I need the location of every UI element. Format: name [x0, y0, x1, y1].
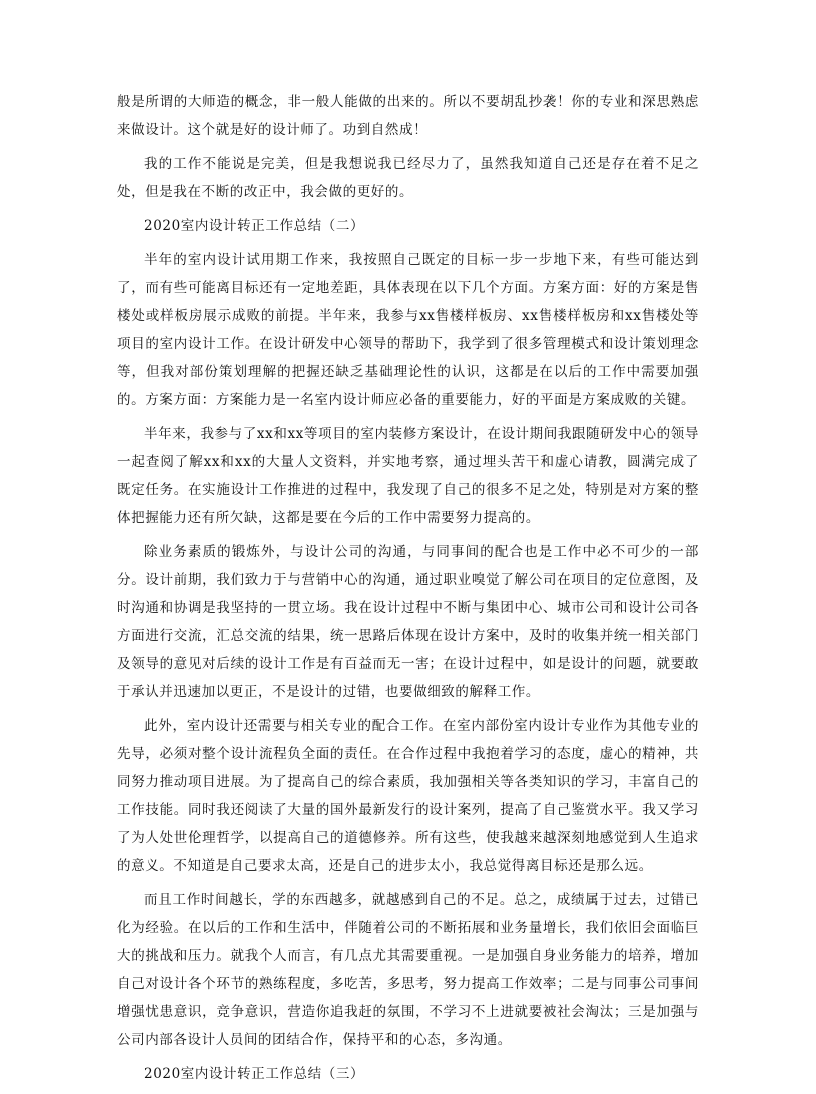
- paragraph-1: 般是所谓的大师造的概念，非一般人能做的出来的。所以不要胡乱抄袭！你的专业和深思熟虑来做设计。这个就是好的设计师了。功到自然成！: [117, 94, 699, 138]
- paragraph-4: 半年来，我参与了xx和xx等项目的室内装修方案设计，在设计期间我跟随研发中心的领导一起查阅了解xx和xx的大量人文资料，并实地考察，通过埋头苦干和虚心请教，圆满完成了既定任务。在实施设计工作推进的过程中，我发现了自己的很多不足之处，特别是对方案的整体把握能力还有所欠缺，这都是要在今后的工作中需要努力提高的。: [117, 426, 699, 526]
- paragraph-7: 而且工作时间越长，学的东西越多，就越感到自己的不足。总之，成绩属于过去，过错已化为经验。在以后的工作和生活中，伴随着公司的不断拓展和业务量增长，我们依旧会面临巨大的挑战和压力。就我个人而言，有几点尤其需要重视。一是加强自身业务能力的培养，增加自己对设计各个环节的熟练程度，多吃苦，多思考，努力提高工作效率；二是与同事公司事间增强忧患意识，竞争意识，营造你追我赶的氛围，不学习不上进就要被社会淘汰；三是加强与公司内部各设计人员间的团结合作，保持平和的心态，多沟通。: [117, 892, 699, 1048]
- paragraph-2: 我的工作不能说是完美，但是我想说我已经尽力了，虽然我知道自己还是存在着不足之处，但是我在不断的改正中，我会做的更好的。: [117, 156, 699, 200]
- paragraph-3: 半年的室内设计试用期工作来，我按照自己既定的目标一步一步地下来，有些可能达到了，而有些可能离目标还有一定地差距，具体表现在以下几个方面。方案方面：好的方案是售楼处或样板房展示成败的前提。半年来，我参与xx售楼样板房、xx售楼样板房和xx售楼处等项目的室内设计工作。在设计研发中心领导的帮助下，我学到了很多管理模式和设计策划理念等，但我对部份策划理解的把握还缺乏基础理论性的认识，这都是在以后的工作中需要加强的。方案方面：方案能力是一名室内设计师应必备的重要能力，好的平面是方案成败的关键。: [117, 252, 699, 408]
- section-heading-2: 2020室内设计转正工作总结（二）: [144, 218, 365, 234]
- paragraph-5: 除业务素质的锻炼外，与设计公司的沟通，与同事间的配合也是工作中必不可少的一部分。设计前期，我们致力于与营销中心的沟通，通过职业嗅觉了解公司在项目的定位意图，及时沟通和协调是我坚持的一贯立场。我在设计过程中不断与集团中心、城市公司和设计公司各方面进行交流，汇总交流的结果，统一思路后体现在设计方案中，及时的收集并统一相关部门及领导的意见对后续的设计工作是有百益而无一害；在设计过程中，如是设计的问题，就要敢于承认并迅速加以更正，不是设计的过错，也要做细致的解释工作。: [117, 544, 699, 700]
- document-body: [117, 88, 699, 1094]
- paragraph-6: 此外，室内设计还需要与相关专业的配合工作。在室内部份室内设计专业作为其他专业的先导，必须对整个设计流程负全面的责任。在合作过程中我抱着学习的态度，虚心的精神，共同努力推动项目进展。为了提高自己的综合素质，我加强相关等各类知识的学习，丰富自己的工作技能。同时我还阅读了大量的国外最新发行的设计案列，提高了自己鉴赏水平。我又学习了为人处世伦理哲学，以提高自己的道德修养。所有这些，使我越来越深刻地感觉到人生追求的意义。不知道是自己要求太高，还是自己的进步太小，我总觉得离目标还是那么远。: [117, 718, 699, 874]
- section-heading-3: 2020室内设计转正工作总结（三）: [144, 1066, 365, 1082]
